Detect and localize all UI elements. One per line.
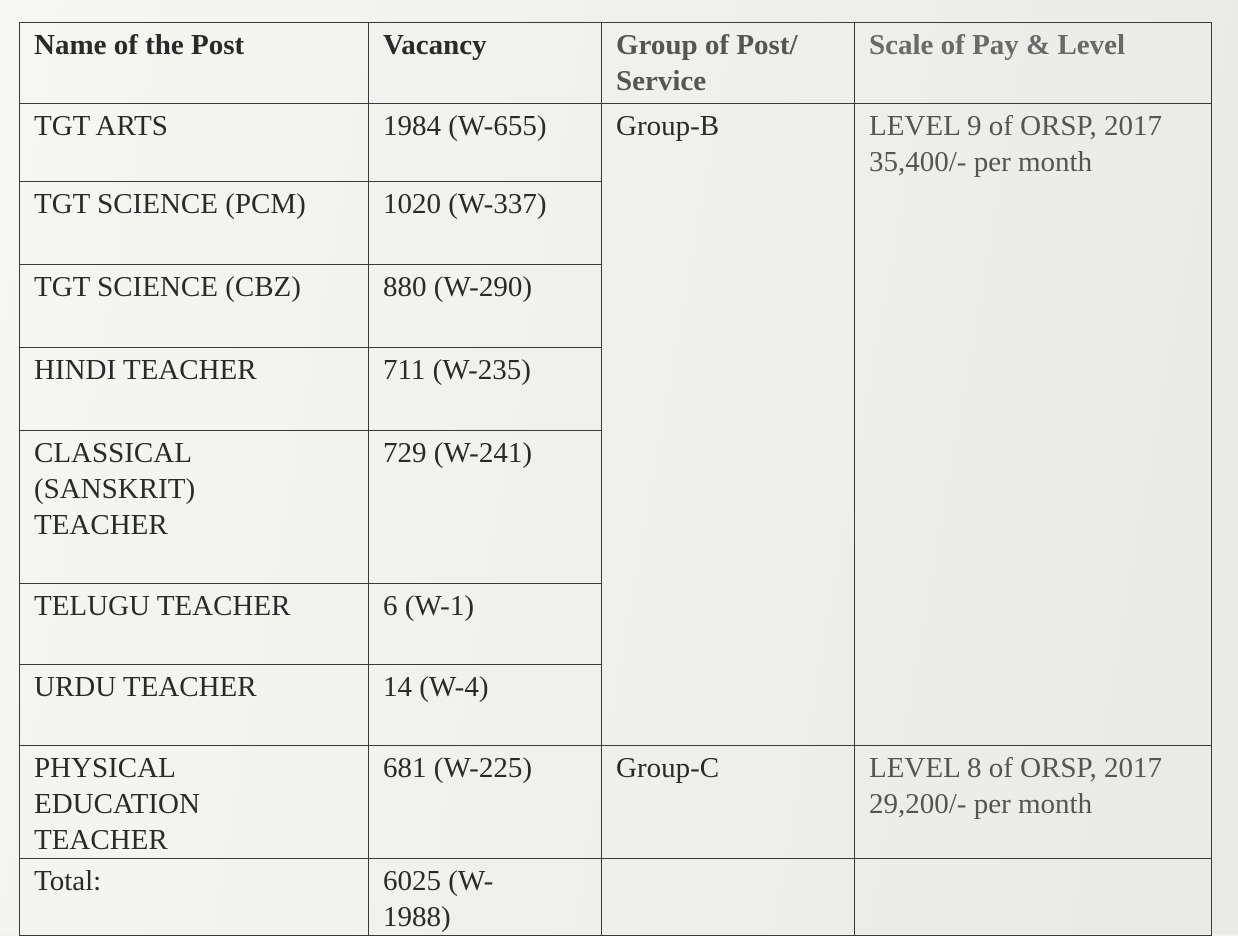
vacancy-cell: 681 (W-225) <box>369 746 602 859</box>
total-group-empty <box>602 859 855 936</box>
total-pay-empty <box>855 859 1212 936</box>
vacancy-cell: 729 (W-241) <box>369 431 602 584</box>
post-name-cell: CLASSICAL (SANSKRIT) TEACHER <box>20 431 369 584</box>
vacancy-cell: 711 (W-235) <box>369 348 602 431</box>
header-post-name: Name of the Post <box>20 23 369 104</box>
group-b-pay-amount: 35,400/- per month <box>869 146 1093 178</box>
post-name-cell: TGT ARTS <box>20 104 369 182</box>
group-c-pay-amount: 29,200/- per month <box>869 788 1093 820</box>
post-name-cell: TGT SCIENCE (PCM) <box>20 182 369 265</box>
group-b-pay-level: LEVEL 9 of ORSP, 2017 <box>869 110 1162 142</box>
table-row <box>20 104 1212 182</box>
total-row <box>20 859 1212 936</box>
group-c-cell: Group-C <box>602 746 855 859</box>
vacancy-cell: 14 (W-4) <box>369 665 602 746</box>
post-name-cell: PHYSICAL EDUCATION TEACHER <box>20 746 369 859</box>
post-name-cell: TGT SCIENCE (CBZ) <box>20 265 369 348</box>
post-name-cell: TELUGU TEACHER <box>20 584 369 665</box>
vacancy-cell: 1984 (W-655) <box>369 104 602 182</box>
header-vacancy: Vacancy <box>369 23 602 104</box>
header-group: Group of Post/ Service <box>602 23 855 104</box>
header-pay-scale: Scale of Pay & Level <box>855 23 1212 104</box>
post-vacancy-table <box>19 22 1212 936</box>
group-c-pay-cell <box>855 746 1212 859</box>
table-header-row <box>20 23 1212 104</box>
post-name-cell: URDU TEACHER <box>20 665 369 746</box>
group-c-pay-level: LEVEL 8 of ORSP, 2017 <box>869 752 1162 784</box>
group-b-cell: Group-B <box>602 104 855 746</box>
total-vacancy: 6025 (W-1988) <box>369 859 602 936</box>
total-label: Total: <box>20 859 369 936</box>
post-name-cell: HINDI TEACHER <box>20 348 369 431</box>
vacancy-cell: 6 (W-1) <box>369 584 602 665</box>
vacancy-cell: 880 (W-290) <box>369 265 602 348</box>
vacancy-cell: 1020 (W-337) <box>369 182 602 265</box>
group-b-pay-cell <box>855 104 1212 746</box>
table-row <box>20 746 1212 859</box>
